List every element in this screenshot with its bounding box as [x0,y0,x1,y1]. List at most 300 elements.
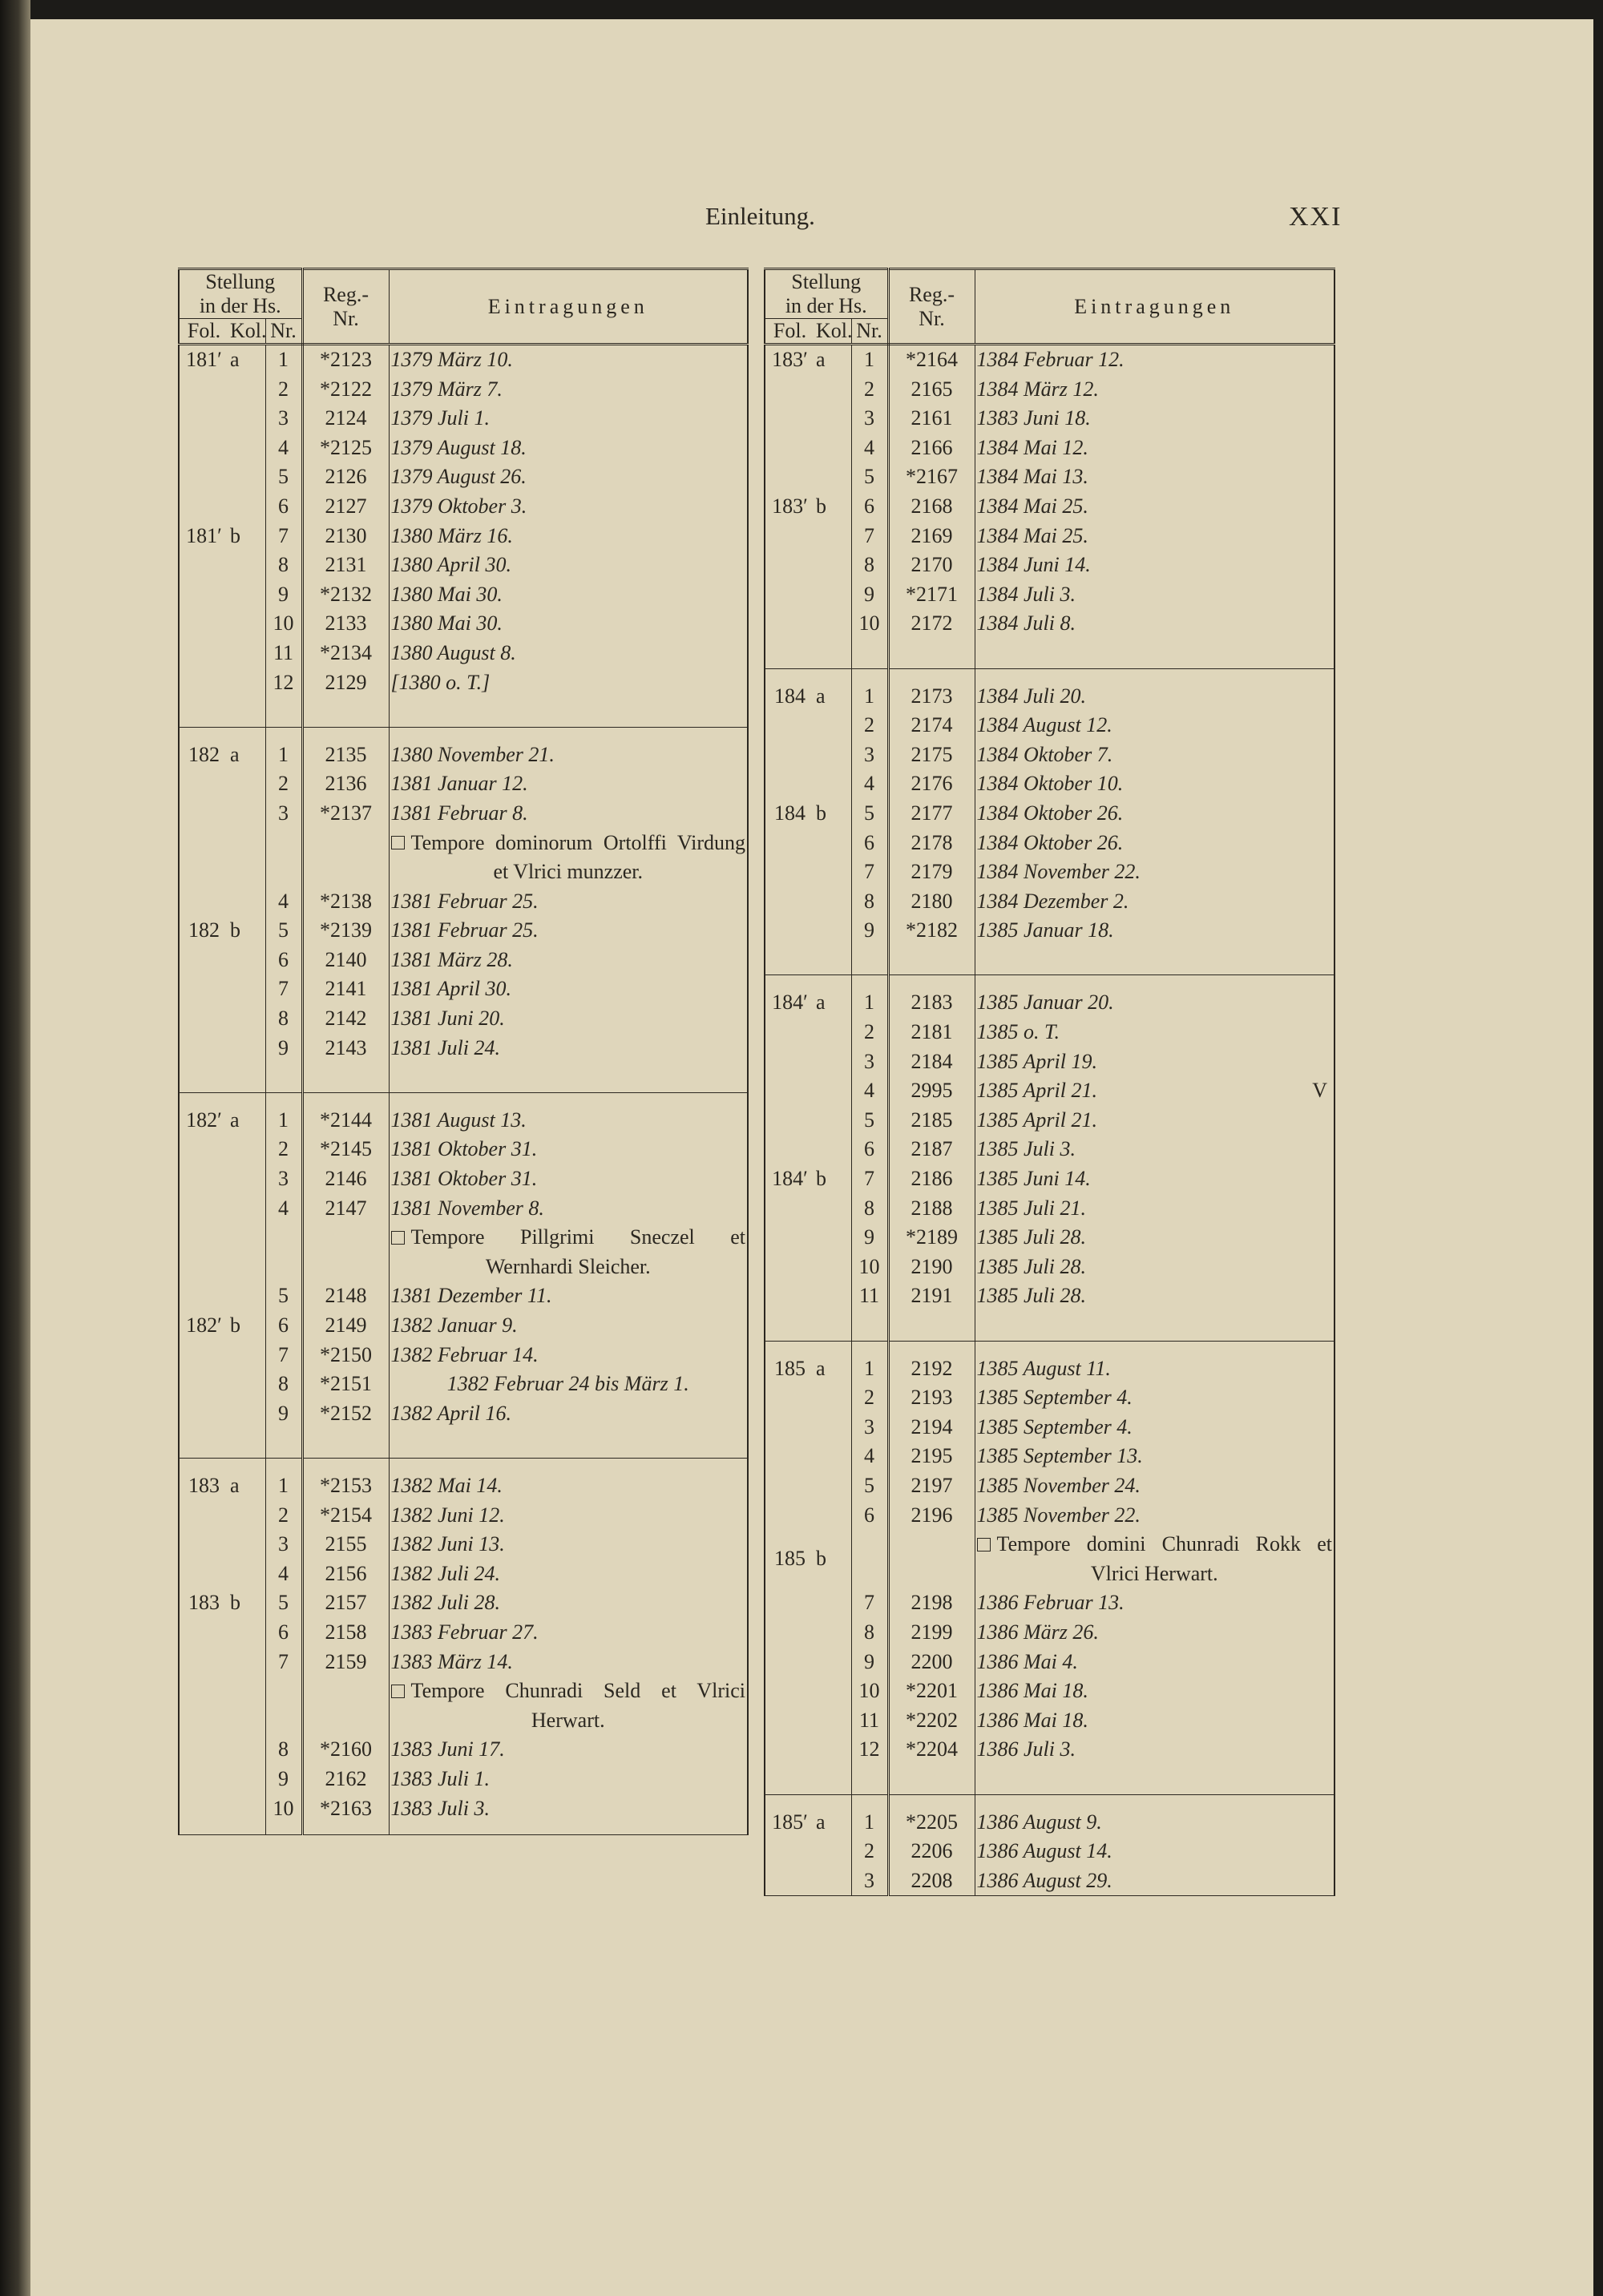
table-row [765,492,1334,522]
entry-date: 1382 Mai 14. [389,1471,748,1501]
table-row [179,740,748,770]
table-row [765,522,1334,551]
number-cell: 2 [265,375,302,405]
column-cell [814,1501,851,1531]
column-cell [228,580,265,610]
entry-date: 1381 August 13. [389,1106,748,1136]
header-eintragungen: Eintragungen [389,269,748,345]
folio-cell [765,1383,814,1413]
folio-cell [179,580,228,610]
column-cell [228,492,265,522]
reg-nr-cell: 2185 [888,1106,975,1136]
column-cell [814,740,851,770]
table-row [765,799,1334,829]
table-row [179,1106,748,1136]
margin-mark: V [1312,1079,1327,1103]
square-symbol-icon [977,1538,991,1552]
number-cell: 1 [851,988,888,1018]
reg-nr-cell: 2194 [888,1413,975,1443]
folio-cell [179,1399,228,1429]
column-cell [228,1765,265,1794]
reg-nr-cell: 2188 [888,1194,975,1224]
folio-cell [765,1194,814,1224]
number-cell: 5 [265,1588,302,1618]
entry-date: 1383 Juni 17. [389,1735,748,1765]
entry-date: 1381 Oktober 31. [389,1164,748,1194]
number-cell: 6 [265,1311,302,1341]
column-cell: a [230,742,240,766]
header-nr: Nr. [265,319,302,345]
table-row [179,639,748,668]
number-cell: 7 [265,522,302,551]
column-cell [228,1560,265,1589]
reg-nr-cell: 2146 [302,1164,389,1194]
table-row [765,1135,1334,1164]
table-row [765,1501,1334,1531]
column-cell [228,769,265,799]
entry-date: 1382 April 16. [389,1399,748,1429]
entry-date: 1381 Februar 25. [389,916,748,946]
table-row [765,1471,1334,1501]
left-group-2 [179,697,748,727]
tempore-note: Tempore dominorum Ortolffi Virdung et Vlrici munzzer. [389,829,748,887]
entry-date: 1383 Februar 27. [389,1618,748,1648]
number-cell: 7 [851,1588,888,1618]
number-cell: 3 [265,1164,302,1194]
entry-date: 1382 Juni 13. [389,1530,748,1560]
number-cell: 4 [265,434,302,463]
reg-nr-cell: 2183 [888,988,975,1018]
table-row [179,916,748,946]
entry-date: 1385 Januar 20. [975,988,1334,1018]
reg-nr-cell: *2139 [302,916,389,946]
column-cell: b [230,523,240,547]
table-row [179,1194,748,1224]
number-cell: 7 [265,974,302,1004]
entry-date: 1386 Mai 4. [975,1648,1334,1677]
reg-nr-cell: *2150 [302,1341,389,1370]
reg-nr-cell: *2154 [302,1501,389,1531]
table-row [179,1004,748,1034]
entry-date: 1384 Mai 13. [975,462,1334,492]
folio-cell [765,1735,814,1765]
reg-nr-cell: 2181 [888,1018,975,1047]
reg-nr-cell: 2168 [888,492,975,522]
entry-date: 1382 Juli 28. [389,1588,748,1618]
column-cell [228,799,265,829]
table-row [179,1735,748,1765]
column-cell [228,1004,265,1034]
folio-cell: 182′ [179,1311,228,1341]
number-cell: 4 [851,769,888,799]
entry-date: 1386 März 26. [975,1618,1334,1648]
folio-cell: 182 [179,916,228,946]
reg-nr-cell: *2163 [302,1794,389,1824]
table-row [765,462,1334,492]
entry-date: 1386 Juli 3. [975,1735,1334,1765]
reg-nr-cell: *2164 [888,345,975,375]
note-row [179,829,748,887]
entry-date: 1382 Juni 12. [389,1501,748,1531]
folio-cell: 185 [765,1354,814,1384]
folio-cell: 183′ [765,345,814,375]
number-cell: 10 [851,1677,888,1706]
table-row [179,1135,748,1164]
table-row [179,1034,748,1063]
reg-nr-cell: 2143 [302,1034,389,1063]
entry-date: 1380 Mai 30. [389,609,748,639]
column-cell [814,1223,851,1253]
folio-cell [765,740,814,770]
table-row [765,1223,1334,1253]
number-cell: 9 [265,1034,302,1063]
table-row [765,551,1334,580]
number-cell: 9 [851,1648,888,1677]
entry-date: 1382 Februar 14. [389,1341,748,1370]
reg-nr-cell: 2141 [302,974,389,1004]
right-group-1 [765,345,1334,639]
entry-date: 1385 Juli 28. [975,1281,1334,1311]
folio-cell [765,404,814,434]
entry-date: 1385 Juli 28. [975,1223,1334,1253]
reg-nr-cell: 2148 [302,1281,389,1311]
column-cell [228,1530,265,1560]
reg-nr-cell: *2204 [888,1735,975,1765]
table-row [765,857,1334,887]
reg-nr-cell: 2180 [888,887,975,917]
folio-cell [765,1413,814,1443]
column-cell [814,1253,851,1282]
folio-cell: 184 [765,682,814,712]
number-cell: 5 [851,1471,888,1501]
table-row [179,1471,748,1501]
table-row [179,1164,748,1194]
number-cell: 5 [851,1106,888,1136]
column-cell [228,668,265,698]
reg-nr-cell: 2162 [302,1765,389,1794]
folio-cell [179,609,228,639]
entry-date: 1380 April 30. [389,551,748,580]
reg-nr-cell: 2127 [302,492,389,522]
folio-cell: 184′ [765,988,814,1018]
reg-nr-cell: *2122 [302,375,389,405]
table-row [765,711,1334,740]
entry-date: 1384 Mai 12. [975,434,1334,463]
folio-cell [765,1471,814,1501]
column-cell: a [816,1810,826,1834]
folio-cell [179,1164,228,1194]
entry-date: 1381 Juni 20. [389,1004,748,1034]
table-row [179,1501,748,1531]
column-cell [228,1735,265,1765]
entry-date: 1385 April 21. V [975,1076,1334,1106]
folio-cell [765,434,814,463]
number-cell: 3 [851,404,888,434]
folio-cell [179,404,228,434]
folio-cell [179,375,228,405]
entry-date: 1384 März 12. [975,375,1334,405]
entry-date: 1381 Oktober 31. [389,1135,748,1164]
entry-date: 1379 Juli 1. [389,404,748,434]
running-title: Einleitung. [705,202,815,230]
table-row [179,1311,748,1341]
folio-cell [179,1648,228,1677]
column-cell [814,1018,851,1047]
column-cell [814,404,851,434]
reg-nr-cell: 2178 [888,829,975,858]
folio-cell [179,639,228,668]
table-row [179,769,748,799]
table-row [179,1794,748,1824]
number-cell: 2 [851,711,888,740]
header-stellung: Stellung in der Hs. [765,269,888,319]
folio-cell: 184′ [765,1164,814,1194]
column-cell: a [816,991,826,1015]
entry-date: 1381 Februar 8. [389,799,748,829]
table-row [179,609,748,639]
folio-cell [765,1706,814,1736]
column-cell [228,1501,265,1531]
entry-date: 1384 November 22. [975,857,1334,887]
table-row [765,887,1334,917]
folio-cell [765,887,814,917]
table-row [765,916,1334,946]
number-cell: 7 [265,1341,302,1370]
reg-nr-cell: 2173 [888,682,975,712]
reg-nr-cell: 2131 [302,551,389,580]
folio-cell [179,1341,228,1370]
entry-date: 1380 August 8. [389,639,748,668]
table-row [765,345,1334,375]
number-cell: 8 [851,887,888,917]
column-cell [814,375,851,405]
number-cell: 6 [851,492,888,522]
tempore-note: Tempore Pillgrimi Sneczel et Wernhardi Sleicher. [389,1223,748,1281]
entry-date: 1384 Juni 14. [975,551,1334,580]
column-cell [814,887,851,917]
folio-cell [179,946,228,975]
table-row [179,345,748,375]
header-reg-nr: Reg.- Nr. [302,269,389,345]
square-symbol-icon [391,1231,405,1245]
table-row: 4 2995 1385 April 21. V [765,1076,1334,1106]
column-cell [814,1648,851,1677]
entry-date: 1384 Juli 8. [975,609,1334,639]
reg-nr-cell: 2198 [888,1588,975,1618]
reg-nr-cell: *2171 [888,580,975,610]
register-table-left [178,268,749,1835]
number-cell: 9 [265,580,302,610]
reg-nr-cell: 2140 [302,946,389,975]
number-cell: 3 [265,404,302,434]
column-cell: b [816,1167,826,1191]
entry-date: 1384 Dezember 2. [975,887,1334,917]
note-row [179,1677,748,1735]
reg-nr-cell: *2125 [302,434,389,463]
number-cell: 3 [851,1413,888,1443]
folio-cell: 185′ [765,1808,814,1838]
entry-date: 1381 November 8. [389,1194,748,1224]
table-row [765,829,1334,858]
folio-cell [765,1648,814,1677]
reg-nr-cell: 2135 [302,740,389,770]
number-cell: 4 [265,1560,302,1589]
table-row [179,974,748,1004]
folio-cell [765,1442,814,1471]
entry-date: 1384 Mai 25. [975,522,1334,551]
number-cell: 8 [265,1735,302,1765]
folio-cell [765,1866,814,1896]
table-row [765,988,1334,1018]
number-cell: 4 [851,1442,888,1471]
entry-date: 1384 Oktober 7. [975,740,1334,770]
column-cell [228,1164,265,1194]
folio-cell [179,492,228,522]
table-row [765,434,1334,463]
column-cell [814,1618,851,1648]
reg-nr-cell: 2161 [888,404,975,434]
number-cell: 2 [265,769,302,799]
folio-cell [765,1018,814,1047]
reg-nr-cell: 2195 [888,1442,975,1471]
column-cell [228,1135,265,1164]
reg-nr-cell: 2133 [302,609,389,639]
number-cell: 6 [265,492,302,522]
number-cell: 1 [851,682,888,712]
number-cell: 2 [851,1837,888,1866]
column-cell [814,829,851,858]
table-row [765,1383,1334,1413]
table-row [179,1530,748,1560]
entry-date: 1383 März 14. [389,1648,748,1677]
number-cell: 8 [851,551,888,580]
number-cell: 1 [265,345,302,375]
number-cell: 9 [851,916,888,946]
reg-nr-cell: *2205 [888,1808,975,1838]
entry-date: 1383 Juli 3. [389,1794,748,1824]
entry-date: 1385 Juli 21. [975,1194,1334,1224]
folio-cell [765,462,814,492]
number-cell: 8 [265,551,302,580]
entry-date: 1381 Dezember 11. [389,1281,748,1311]
reg-nr-cell: *2201 [888,1677,975,1706]
entry-date: 1385 April 19. [975,1047,1334,1077]
folio-cell [179,551,228,580]
folio-cell [765,551,814,580]
reg-nr-cell: *2144 [302,1106,389,1136]
header-fol: Fol. [765,319,814,345]
folio-cell [765,1837,814,1866]
table-row [765,1837,1334,1866]
column-cell [814,857,851,887]
number-cell: 9 [851,580,888,610]
reg-nr-cell: 2172 [888,609,975,639]
entry-date: 1384 Oktober 10. [975,769,1334,799]
column-cell [228,974,265,1004]
entry-date: 1383 Juli 1. [389,1765,748,1794]
number-cell: 5 [265,1281,302,1311]
table-row [765,1735,1334,1765]
header-reg-nr: Reg.- Nr. [888,269,975,345]
reg-nr-cell: 2158 [302,1618,389,1648]
number-cell: 9 [265,1765,302,1794]
reg-nr-cell: 2155 [302,1530,389,1560]
folio-cell [765,1106,814,1136]
column-cell [814,1135,851,1164]
reg-nr-cell: 2147 [302,1194,389,1224]
table-row [765,1253,1334,1282]
reg-nr-cell: 2187 [888,1135,975,1164]
column-cell [228,1648,265,1677]
number-cell: 6 [265,946,302,975]
folio-cell [765,1588,814,1618]
entry-date: 1385 April 21. [975,1106,1334,1136]
entry-date: 1386 Mai 18. [975,1706,1334,1736]
reg-nr-cell: 2184 [888,1047,975,1077]
number-cell: 5 [265,462,302,492]
reg-nr-cell: *2167 [888,462,975,492]
entry-date: 1385 Juni 14. [975,1164,1334,1194]
table-row [765,1106,1334,1136]
folio-cell [765,1135,814,1164]
table-row [765,1194,1334,1224]
number-cell: 1 [851,1354,888,1384]
number-cell: 2 [265,1501,302,1531]
number-cell: 3 [265,799,302,829]
entry-date: 1380 November 21. [389,740,748,770]
header-kol: Kol. [228,319,265,345]
table-row [765,1281,1334,1311]
reg-nr-cell: 2130 [302,522,389,551]
header-kol: Kol. [814,319,851,345]
folio-cell [179,1004,228,1034]
book-spine-shadow [0,0,30,2296]
reg-nr-cell: 2124 [302,404,389,434]
number-cell: 1 [851,1808,888,1838]
column-cell [228,1341,265,1370]
folio-cell [179,974,228,1004]
entry-date: 1385 November 22. [975,1501,1334,1531]
table-row: 8 *2151 1382 Februar 24 bis März 1. [179,1370,748,1399]
number-cell: 12 [851,1735,888,1765]
folio-cell [179,1281,228,1311]
number-cell: 11 [851,1706,888,1736]
folio-cell [179,1135,228,1164]
column-cell [814,434,851,463]
number-cell: 3 [851,1047,888,1077]
folio-cell [179,1765,228,1794]
number-cell: 7 [851,857,888,887]
table-row [179,580,748,610]
table-row [179,1560,748,1589]
folio-cell [765,522,814,551]
entry-date: 1381 Juli 24. [389,1034,748,1063]
number-cell: 11 [265,639,302,668]
reg-nr-cell: *2123 [302,345,389,375]
number-cell: 4 [265,1194,302,1224]
column-cell [814,522,851,551]
column-cell [814,551,851,580]
column-cell [814,769,851,799]
reg-nr-cell: *2160 [302,1735,389,1765]
entry-date: 1379 Oktober 3. [389,492,748,522]
table-row [765,1706,1334,1736]
column-cell [814,1413,851,1443]
table-row [765,1047,1334,1077]
number-cell: 4 [851,434,888,463]
entry-date: 1386 August 29. [975,1866,1334,1896]
header-nr: Nr. [851,319,888,345]
